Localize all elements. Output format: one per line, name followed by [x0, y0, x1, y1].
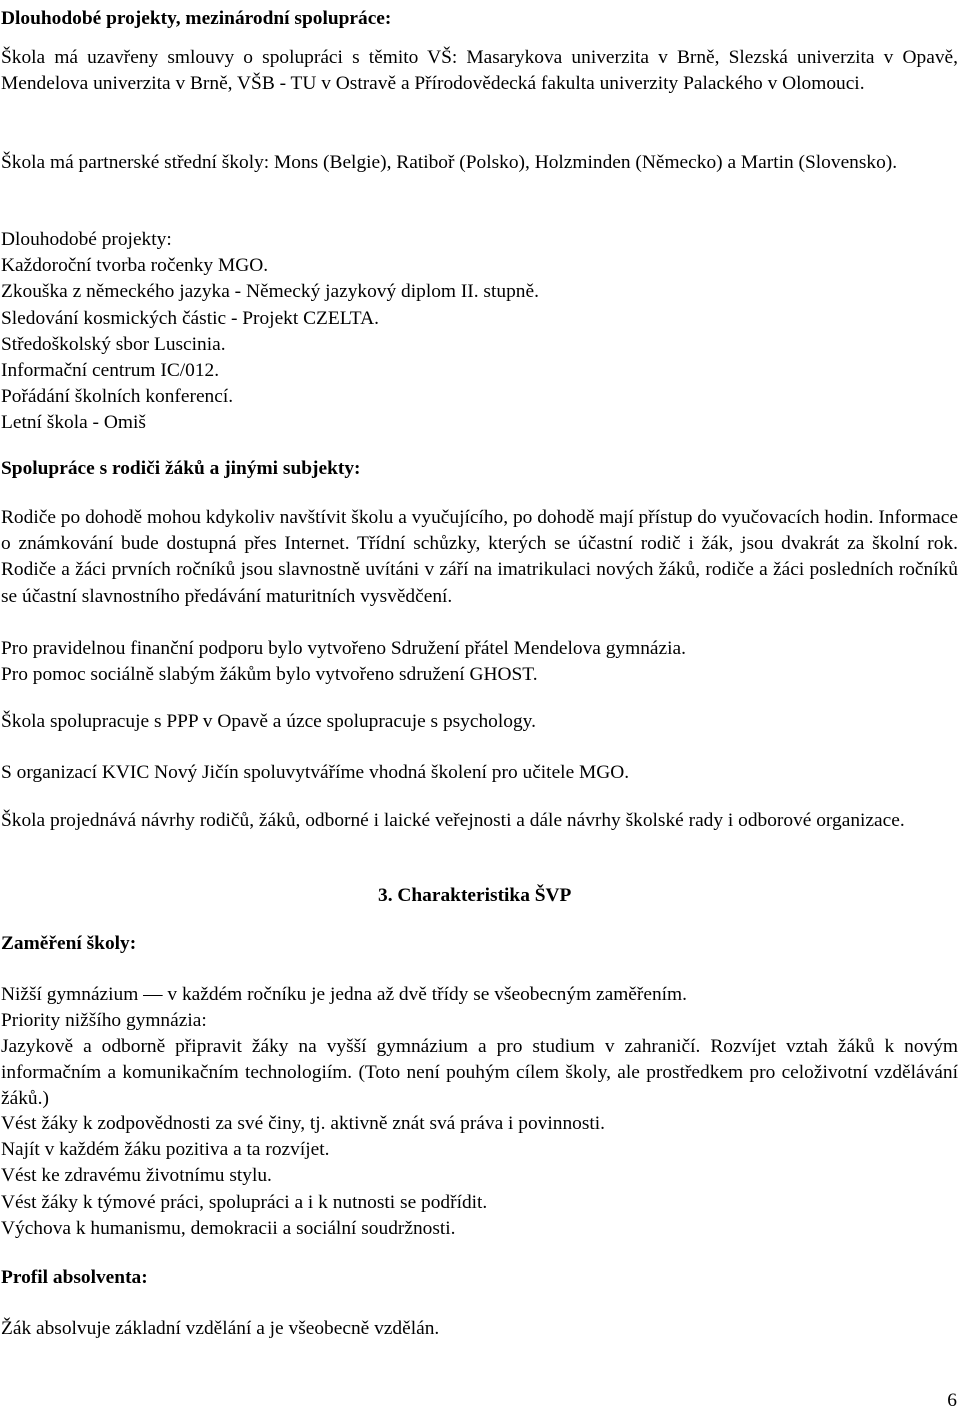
proposals-paragraph: Škola projednává návrhy rodičů, žáků, odborné i laické veřejnosti a dále návrhy školské rady i odborové organizace. [1, 810, 905, 831]
contracts-paragraph: Škola má uzavřeny smlouvy o spolupráci s těmito VŠ: Masarykova univerzita v Brně, Slezská univerzita v Opavě, Mendelova univerzita v Brně, VŠB - TU v Ostravě a Přírodovědecká fakulta univerzity Palackého v Olomouci. [1, 47, 958, 95]
ppp-paragraph: Škola spolupracuje s PPP v Opavě a úzce spolupracuje s psychology. [1, 711, 536, 732]
project-item: Středoškolský sbor Luscinia. [1, 333, 226, 355]
chapter-title: 3. Charakteristika ŠVP [378, 885, 572, 906]
profile-paragraph: Žák absolvuje základní vzdělání a je všeobecně vzdělán. [1, 1318, 440, 1339]
support-line: Pro pravidelnou finanční podporu bylo vytvořeno Sdružení přátel Mendelova gymnázia. [1, 638, 686, 659]
long-term-projects-block [1, 227, 958, 437]
priorities-label: Priority nižšího gymnázia: [1, 1010, 207, 1032]
page-number: 6 [947, 1390, 957, 1411]
project-item: Pořádání školních konferencí. [1, 386, 234, 408]
project-item: Sledování kosmických částic - Projekt CZELTA. [1, 307, 379, 329]
priority-item: Vést žáky k týmové práci, spolupráci a i k nutnosti se podřídit. [1, 1191, 488, 1213]
parents-paragraph: Rodiče po dohodě mohou kdykoliv navštívit školu a vyučujícího, po dohodě mají přístup do vyučovacích hodin. Informace o známkování bude dostupná přes Internet. Třídní schůzky, kterých se účastní rodič i žák, jsou dvakrát za školní rok. Rodiče a žáci prvních ročníků jsou slavnostně uvítáni v září na imatrikulaci nových žáků, rodiče a žáci posledních ročníků se účastní slavnostního předávání maturitních vysvědčení. [1, 507, 958, 607]
gymnasium-line: Nižší gymnázium — v každém ročníku je jedna až dvě třídy se všeobecným zaměřením. [1, 984, 687, 1005]
gymnasium-block [1, 982, 958, 1034]
priority-item: Vést ke zdravému životnímu stylu. [1, 1165, 272, 1187]
kvic-paragraph: S organizací KVIC Nový Jičín spoluvytváříme vhodná školení pro učitele MGO. [1, 762, 630, 783]
projects-heading: Dlouhodobé projekty, mezinárodní spolupráce: [1, 8, 392, 29]
priority-item: Výchova k humanismu, demokracii a sociální soudržnosti. [1, 1217, 456, 1239]
profile-heading: Profil absolventa: [1, 1267, 148, 1288]
support-line: Pro pomoc sociálně slabým žákům bylo vytvořeno sdružení GHOST. [1, 664, 538, 686]
long-term-projects-label: Dlouhodobé projekty: [1, 229, 172, 250]
priorities-list [1, 1111, 958, 1242]
focus-heading: Zaměření školy: [1, 933, 137, 954]
project-item: Informační centrum IC/012. [1, 360, 220, 382]
partners-paragraph: Škola má partnerské střední školy: Mons (Belgie), Ratiboř (Polsko), Holzminden (Německo) a Martin (Slovensko). [1, 152, 898, 173]
project-item: Letní škola - Omiš [1, 412, 146, 434]
cooperation-heading: Spolupráce s rodiči žáků a jinými subjekty: [1, 458, 361, 479]
priority-item: Najít v každém žáku pozitiva a ta rozvíjet. [1, 1139, 330, 1161]
support-block [1, 636, 958, 688]
project-item: Každoroční tvorba ročenky MGO. [1, 255, 269, 277]
project-item: Zkouška z německého jazyka - Německý jazykový diplom II. stupně. [1, 281, 539, 303]
priority-item: Vést žáky k zodpovědnosti za své činy, tj. aktivně znát svá práva i povinnosti. [1, 1113, 606, 1134]
priorities-paragraph: Jazykově a odborně připravit žáky na vyšší gymnázium a pro studium v zahraničí. Rozvíjet vztah žáků k novým informačním a komunikačním technologiím. (Toto není pouhým cílem školy, ale prostředkem pro celoživotní vzdělávání žáků.) [1, 1036, 958, 1110]
